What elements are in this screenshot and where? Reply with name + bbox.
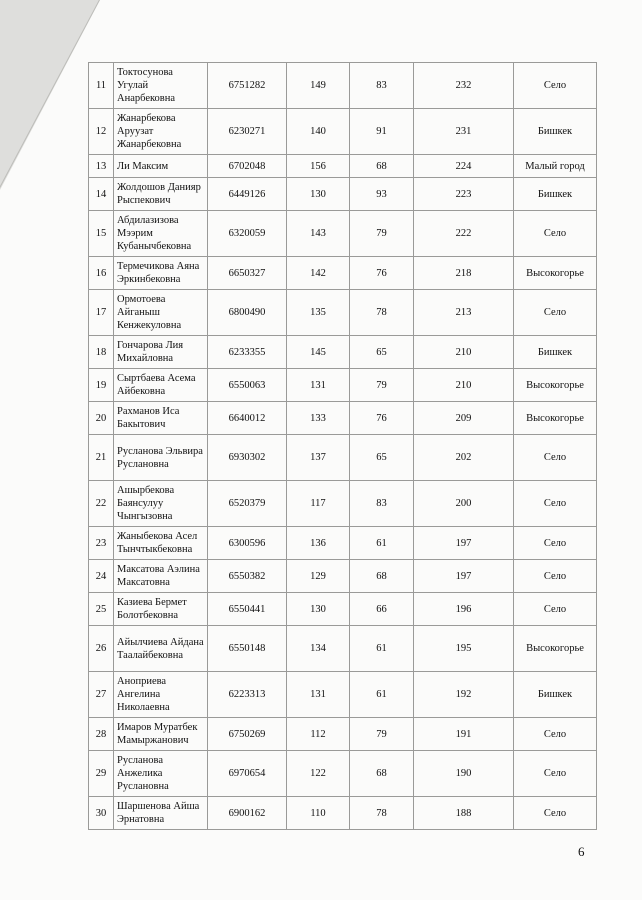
score-part-1-cell: 136 [287,527,350,560]
student-code-cell: 6300596 [208,527,287,560]
score-part-1-cell: 129 [287,560,350,593]
score-part-2-cell: 65 [350,336,414,369]
student-code-cell: 6800490 [208,290,287,336]
region-cell: Село [514,527,597,560]
student-name-cell: Термечикова Аяна Эркинбековна [114,257,208,290]
score-part-2-cell: 61 [350,626,414,672]
total-score-cell: 188 [414,797,514,830]
score-part-2-cell: 61 [350,527,414,560]
score-part-1-cell: 131 [287,369,350,402]
score-part-1-cell: 145 [287,336,350,369]
score-part-2-cell: 65 [350,435,414,481]
score-part-1-cell: 122 [287,751,350,797]
score-part-2-cell: 93 [350,178,414,211]
total-score-cell: 224 [414,155,514,178]
student-code-cell: 6900162 [208,797,287,830]
score-part-2-cell: 78 [350,797,414,830]
region-cell: Бишкек [514,672,597,718]
region-cell: Село [514,560,597,593]
results-table [88,62,597,830]
student-code-cell: 6449126 [208,178,287,211]
region-cell: Высокогорье [514,626,597,672]
table-row [89,718,597,751]
table-row [89,211,597,257]
score-part-1-cell: 156 [287,155,350,178]
results-table-body [89,63,597,830]
score-part-1-cell: 130 [287,178,350,211]
folded-corner [0,0,100,190]
score-part-2-cell: 66 [350,593,414,626]
row-number-cell: 21 [89,435,114,481]
student-code-cell: 6230271 [208,109,287,155]
region-cell: Бишкек [514,178,597,211]
row-number-cell: 26 [89,626,114,672]
row-number-cell: 16 [89,257,114,290]
score-part-2-cell: 76 [350,402,414,435]
student-name-cell: Рахманов Иса Бакытович [114,402,208,435]
student-name-cell: Ормотоева Айганыш Кенжекуловна [114,290,208,336]
score-part-2-cell: 68 [350,560,414,593]
total-score-cell: 202 [414,435,514,481]
score-part-2-cell: 68 [350,751,414,797]
student-name-cell: Русланова Эльвира Руслановна [114,435,208,481]
region-cell: Село [514,797,597,830]
total-score-cell: 209 [414,402,514,435]
row-number-cell: 28 [89,718,114,751]
total-score-cell: 191 [414,718,514,751]
score-part-2-cell: 79 [350,718,414,751]
table-row [89,178,597,211]
region-cell: Высокогорье [514,402,597,435]
total-score-cell: 190 [414,751,514,797]
page-number: 6 [578,844,585,859]
student-code-cell: 6550063 [208,369,287,402]
score-part-1-cell: 149 [287,63,350,109]
score-part-2-cell: 61 [350,672,414,718]
total-score-cell: 197 [414,527,514,560]
region-cell: Село [514,435,597,481]
student-name-cell: Аноприева Ангелина Николаевна [114,672,208,718]
total-score-cell: 195 [414,626,514,672]
student-code-cell: 6640012 [208,402,287,435]
total-score-cell: 210 [414,369,514,402]
region-cell: Малый город [514,155,597,178]
region-cell: Село [514,481,597,527]
score-part-1-cell: 134 [287,626,350,672]
student-code-cell: 6233355 [208,336,287,369]
region-cell: Село [514,211,597,257]
row-number-cell: 23 [89,527,114,560]
row-number-cell: 27 [89,672,114,718]
total-score-cell: 196 [414,593,514,626]
row-number-cell: 17 [89,290,114,336]
region-cell: Высокогорье [514,257,597,290]
student-code-cell: 6702048 [208,155,287,178]
student-name-cell: Айылчиева Айдана Таалайбековна [114,626,208,672]
score-part-2-cell: 91 [350,109,414,155]
table-row [89,402,597,435]
total-score-cell: 210 [414,336,514,369]
student-code-cell: 6223313 [208,672,287,718]
student-code-cell: 6320059 [208,211,287,257]
region-cell: Село [514,593,597,626]
total-score-cell: 232 [414,63,514,109]
score-part-1-cell: 137 [287,435,350,481]
student-code-cell: 6970654 [208,751,287,797]
student-name-cell: Абдилазизова Мээрим Кубанычбековна [114,211,208,257]
student-name-cell: Токтосунова Угулай Анарбековна [114,63,208,109]
region-cell: Высокогорье [514,369,597,402]
region-cell: Село [514,718,597,751]
table-row [89,751,597,797]
table-row [89,257,597,290]
score-part-2-cell: 79 [350,211,414,257]
score-part-1-cell: 130 [287,593,350,626]
table-row [89,63,597,109]
student-name-cell: Максатова Аэлина Максатовна [114,560,208,593]
total-score-cell: 192 [414,672,514,718]
table-row [89,290,597,336]
student-name-cell: Жолдошов Данияр Рыспекович [114,178,208,211]
student-name-cell: Жаныбекова Асел Тынчтыкбековна [114,527,208,560]
total-score-cell: 218 [414,257,514,290]
row-number-cell: 13 [89,155,114,178]
student-code-cell: 6520379 [208,481,287,527]
student-code-cell: 6650327 [208,257,287,290]
student-name-cell: Шаршеновa Айша Эрнатовна [114,797,208,830]
region-cell: Село [514,63,597,109]
table-row [89,109,597,155]
row-number-cell: 29 [89,751,114,797]
table-row [89,672,597,718]
region-cell: Село [514,290,597,336]
score-part-1-cell: 112 [287,718,350,751]
score-part-1-cell: 117 [287,481,350,527]
table-row [89,560,597,593]
total-score-cell: 200 [414,481,514,527]
row-number-cell: 15 [89,211,114,257]
student-name-cell: Имаров Муратбек Мамыржанович [114,718,208,751]
row-number-cell: 19 [89,369,114,402]
student-code-cell: 6550441 [208,593,287,626]
student-code-cell: 6930302 [208,435,287,481]
row-number-cell: 20 [89,402,114,435]
total-score-cell: 222 [414,211,514,257]
score-part-2-cell: 83 [350,481,414,527]
score-part-2-cell: 68 [350,155,414,178]
table-row [89,527,597,560]
score-part-2-cell: 76 [350,257,414,290]
row-number-cell: 25 [89,593,114,626]
row-number-cell: 22 [89,481,114,527]
row-number-cell: 11 [89,63,114,109]
score-part-1-cell: 133 [287,402,350,435]
score-part-2-cell: 83 [350,63,414,109]
student-name-cell: Гончарова Лия Михайловна [114,336,208,369]
table-row [89,336,597,369]
student-name-cell: Сыртбаева Асема Айбековна [114,369,208,402]
region-cell: Бишкек [514,109,597,155]
table-row [89,155,597,178]
table-row [89,435,597,481]
student-code-cell: 6550382 [208,560,287,593]
total-score-cell: 223 [414,178,514,211]
row-number-cell: 30 [89,797,114,830]
score-part-1-cell: 131 [287,672,350,718]
table-row [89,481,597,527]
student-code-cell: 6751282 [208,63,287,109]
student-name-cell: Ашырбекова Баянсулуу Чынгызовна [114,481,208,527]
row-number-cell: 24 [89,560,114,593]
score-part-1-cell: 135 [287,290,350,336]
table-row [89,797,597,830]
score-part-1-cell: 143 [287,211,350,257]
row-number-cell: 12 [89,109,114,155]
student-name-cell: Русланова Анжелика Руслановна [114,751,208,797]
region-cell: Бишкек [514,336,597,369]
total-score-cell: 213 [414,290,514,336]
table-row [89,593,597,626]
row-number-cell: 14 [89,178,114,211]
score-part-1-cell: 110 [287,797,350,830]
score-part-1-cell: 140 [287,109,350,155]
score-part-2-cell: 78 [350,290,414,336]
student-name-cell: Казиева Бермет Болотбековна [114,593,208,626]
table-row [89,626,597,672]
total-score-cell: 231 [414,109,514,155]
student-code-cell: 6550148 [208,626,287,672]
table-row [89,369,597,402]
total-score-cell: 197 [414,560,514,593]
score-part-2-cell: 79 [350,369,414,402]
student-code-cell: 6750269 [208,718,287,751]
score-part-1-cell: 142 [287,257,350,290]
region-cell: Село [514,751,597,797]
student-name-cell: Жанарбекова Аруузат Жанарбековна [114,109,208,155]
row-number-cell: 18 [89,336,114,369]
student-name-cell: Ли Максим [114,155,208,178]
